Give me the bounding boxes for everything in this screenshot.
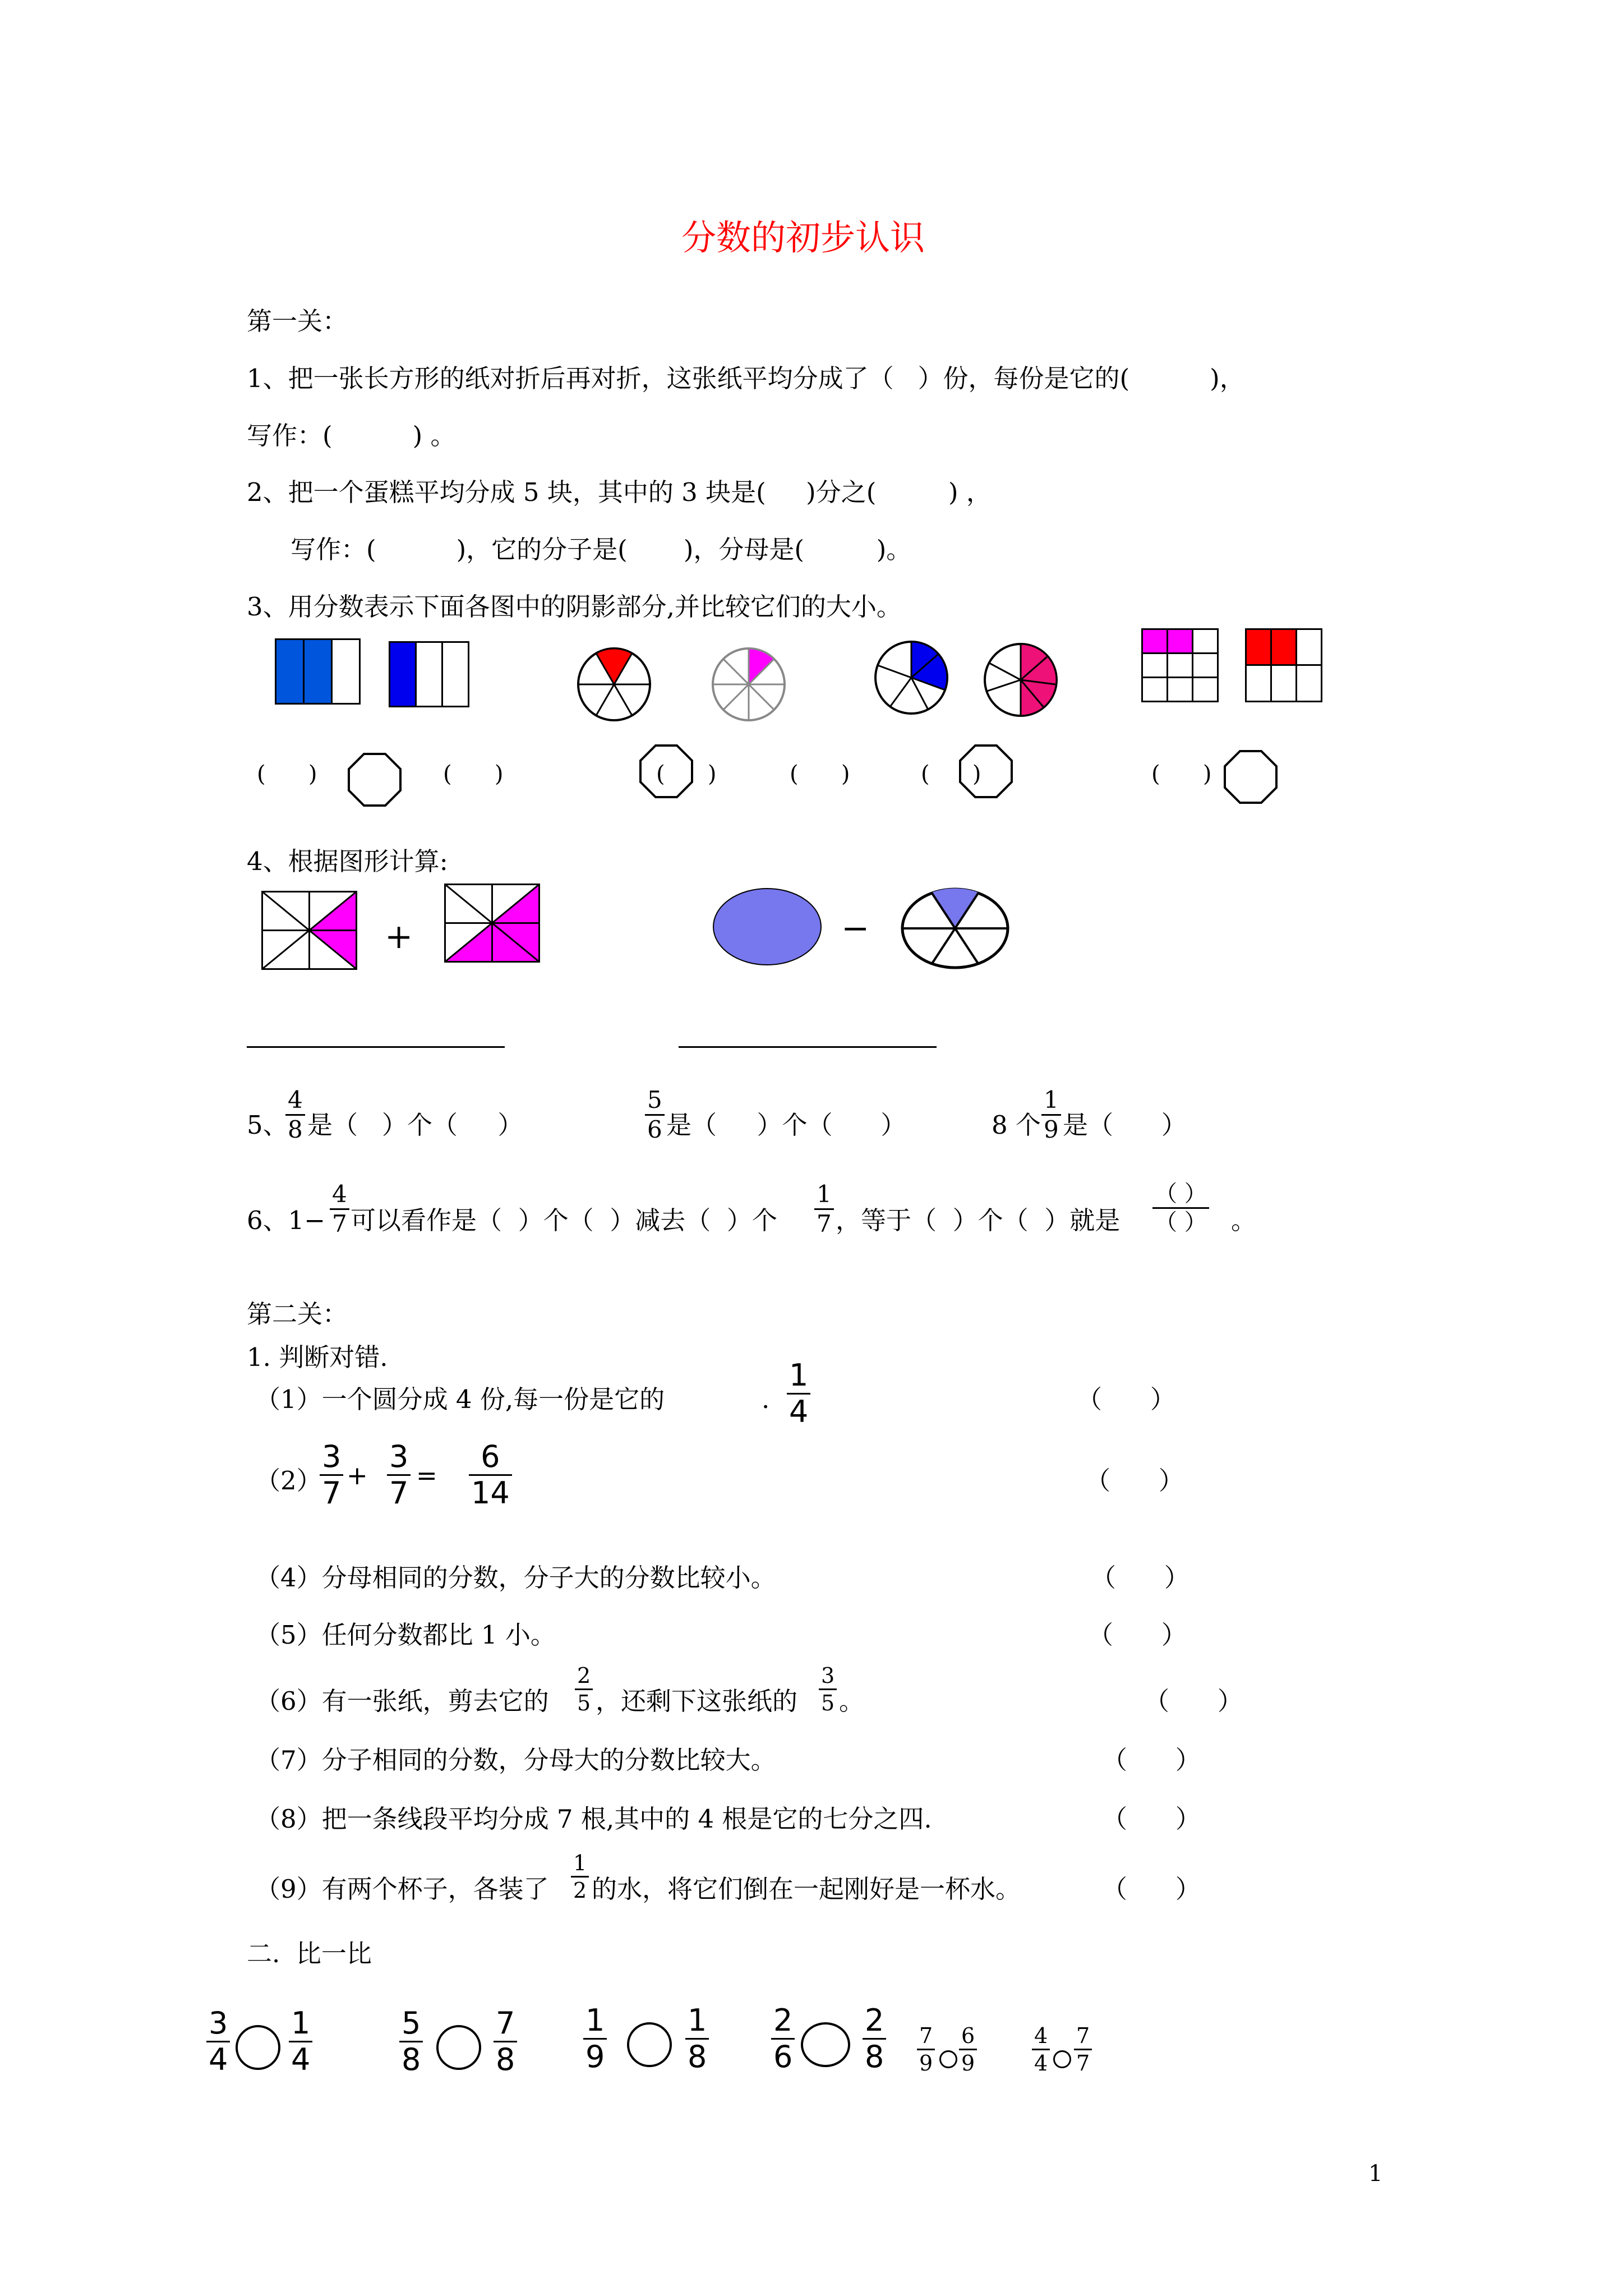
q6-fraction-1 bbox=[330, 1182, 349, 1236]
compare-right-fraction bbox=[494, 2005, 517, 2077]
judge-item-9-fraction bbox=[571, 1852, 589, 1901]
compare-left-fraction bbox=[1032, 2025, 1050, 2074]
q2-line1: 2、把一个蛋糕平均分成 5 块，其中的 3 块是( )分之( ) ， bbox=[247, 477, 992, 507]
denominator: 4 bbox=[789, 1394, 809, 1429]
numerator: 3 bbox=[389, 1439, 409, 1474]
denominator: 7 bbox=[389, 1475, 409, 1511]
denominator: 8 bbox=[402, 2042, 421, 2077]
compare-left-fraction bbox=[917, 2025, 935, 2074]
q6-answer-fraction[interactable] bbox=[1152, 1182, 1209, 1234]
numerator: 1 bbox=[291, 2005, 311, 2041]
numerator: 4 bbox=[1034, 2023, 1048, 2048]
denominator: 2 bbox=[573, 1878, 587, 1903]
q5-part3-prefix: 8 个 bbox=[992, 1110, 1041, 1140]
page-number: 1 bbox=[1368, 2161, 1383, 2187]
q3-answer-paren: ( ) bbox=[921, 761, 981, 787]
q3-figure-circle-4 bbox=[981, 641, 1060, 719]
q3-figure-circle-1 bbox=[575, 645, 653, 724]
compare-octagon[interactable] bbox=[958, 743, 1014, 799]
numerator: 7 bbox=[1076, 2023, 1090, 2048]
compare-circle[interactable] bbox=[1053, 2050, 1071, 2068]
judge-item-2-fraction-a bbox=[320, 1439, 343, 1511]
judge-item-4: （4）分母相同的分数，分子大的分数比较小。 bbox=[255, 1563, 776, 1593]
denominator: 4 bbox=[209, 2042, 228, 2077]
numerator: 2 bbox=[577, 1663, 591, 1688]
q4-figure-oval bbox=[899, 886, 1011, 970]
q6-text-2: ，等于（ ）个（ ）就是 bbox=[836, 1205, 1121, 1235]
numerator: 3 bbox=[821, 1663, 835, 1688]
numerator: 1 bbox=[573, 1851, 587, 1875]
q3-answer-paren: ( ) bbox=[443, 761, 504, 787]
denominator: 14 bbox=[471, 1475, 510, 1511]
numerator: 4 bbox=[332, 1180, 347, 1208]
numerator: 6 bbox=[961, 2023, 975, 2048]
compare-left-fraction bbox=[771, 2005, 795, 2072]
judge-item-2-fraction-c bbox=[469, 1439, 512, 1511]
level2-heading: 第二关： bbox=[247, 1299, 348, 1329]
denominator: 5 bbox=[577, 1691, 591, 1715]
q4-minus-sign: − bbox=[841, 909, 870, 948]
denominator: 8 bbox=[288, 1116, 303, 1143]
denominator: 8 bbox=[865, 2039, 884, 2074]
q3-figure-circle-3 bbox=[872, 638, 951, 717]
judge-item-9-mark[interactable]: （ ） bbox=[1102, 1874, 1201, 1904]
q6-fraction-2 bbox=[814, 1182, 834, 1236]
compare-heading: 二. 比一比 bbox=[247, 1939, 372, 1968]
numerator: 7 bbox=[919, 2023, 933, 2048]
judge-item-2: （2） bbox=[255, 1466, 322, 1496]
denominator: 7 bbox=[322, 1475, 342, 1511]
judge-item-8: （8）把一条线段平均分成 7 根,其中的 4 根是它的七分之四. bbox=[255, 1804, 932, 1834]
compare-circle[interactable] bbox=[236, 2025, 280, 2070]
compare-right-fraction bbox=[685, 2005, 709, 2072]
judge-item-5: （5）任何分数都比 1 小。 bbox=[255, 1620, 556, 1650]
compare-octagon[interactable] bbox=[638, 743, 694, 799]
judge-item-6-end: 。 bbox=[839, 1686, 865, 1716]
denominator: 6 bbox=[773, 2039, 793, 2074]
q3-answer-paren: ( ) bbox=[257, 761, 317, 787]
answer-line-1[interactable] bbox=[247, 1046, 505, 1048]
answer-line-2[interactable] bbox=[679, 1046, 937, 1048]
judge-item-6-mark[interactable]: （ ） bbox=[1144, 1686, 1243, 1716]
judge-item-2-equals: = bbox=[416, 1461, 437, 1490]
denominator: 7 bbox=[817, 1210, 832, 1237]
denominator: 4 bbox=[1034, 2051, 1048, 2076]
judge-item-7-mark[interactable]: （ ） bbox=[1102, 1745, 1201, 1775]
q6-text-1: 可以看作是（ ）个（ ）减去（ ）个 bbox=[351, 1205, 777, 1235]
q3-figure-grid-1 bbox=[1141, 628, 1223, 704]
numerator: 1 bbox=[585, 2003, 605, 2038]
numerator: 2 bbox=[773, 2003, 793, 2038]
page-title: 分数的初步认识 bbox=[681, 217, 925, 258]
q6-prefix: 6、1− bbox=[247, 1205, 325, 1235]
denominator: 5 bbox=[821, 1691, 835, 1715]
numerator-blank[interactable]: （ ） bbox=[1155, 1181, 1207, 1207]
q5-part1-text: 是（ ）个（ ） bbox=[307, 1110, 523, 1140]
denominator-blank[interactable]: （ ） bbox=[1155, 1209, 1207, 1235]
judge-item-2-plus: + bbox=[347, 1461, 368, 1490]
judge-item-4-mark[interactable]: （ ） bbox=[1091, 1563, 1189, 1593]
q3-answer-paren: ( ) bbox=[790, 761, 850, 787]
judge-item-1-fraction bbox=[787, 1360, 810, 1427]
q3-figure-grid-2 bbox=[1245, 628, 1326, 704]
compare-octagon[interactable] bbox=[1223, 749, 1279, 805]
judge-item-1-dot: . bbox=[762, 1384, 770, 1414]
q1-line2: 写作：( ) 。 bbox=[247, 421, 456, 450]
judge-item-7: （7）分子相同的分数，分母大的分数比较大。 bbox=[255, 1745, 776, 1775]
denominator: 9 bbox=[585, 2039, 605, 2074]
compare-right-fraction bbox=[1074, 2025, 1092, 2074]
compare-left-fraction bbox=[206, 2005, 230, 2077]
q5-prefix: 5、 bbox=[247, 1110, 288, 1140]
judge-item-1: （1）一个圆分成 4 份,每一份是它的 bbox=[255, 1384, 665, 1414]
numerator: 6 bbox=[481, 1439, 500, 1474]
numerator: 2 bbox=[865, 2003, 884, 2038]
denominator: 8 bbox=[496, 2042, 515, 2077]
denominator: 8 bbox=[688, 2039, 707, 2074]
compare-left-fraction bbox=[399, 2005, 423, 2077]
judge-item-6: （6）有一张纸，剪去它的 bbox=[255, 1686, 549, 1716]
level1-heading: 第一关： bbox=[247, 306, 348, 336]
compare-right-fraction bbox=[863, 2005, 886, 2072]
denominator: 9 bbox=[1044, 1116, 1059, 1143]
numerator: 7 bbox=[496, 2005, 515, 2041]
q4-figure-rect-1 bbox=[261, 891, 362, 972]
q3-figure-rect-2 bbox=[389, 641, 470, 708]
judge-item-8-mark[interactable]: （ ） bbox=[1102, 1804, 1201, 1834]
compare-circle[interactable] bbox=[801, 2022, 850, 2067]
numerator: 5 bbox=[402, 2005, 421, 2041]
numerator: 4 bbox=[288, 1086, 303, 1114]
compare-circle[interactable] bbox=[939, 2050, 957, 2068]
q4-text: 4、根据图形计算: bbox=[247, 846, 448, 876]
q3-figure-circle-2 bbox=[709, 645, 788, 724]
denominator: 7 bbox=[1076, 2051, 1090, 2076]
q5-fraction-2 bbox=[645, 1088, 665, 1142]
q2-line2: 写作：( )，它的分子是( )，分母是( )。 bbox=[291, 535, 912, 564]
judge-item-6-fraction-2 bbox=[819, 1665, 837, 1714]
judge-item-5-mark[interactable]: （ ） bbox=[1088, 1620, 1187, 1650]
denominator: 9 bbox=[919, 2051, 933, 2076]
judge-item-2-fraction-b bbox=[387, 1439, 411, 1511]
denominator: 6 bbox=[647, 1116, 662, 1143]
compare-octagon[interactable] bbox=[347, 752, 403, 808]
numerator: 1 bbox=[688, 2003, 707, 2038]
q4-figure-rect-2 bbox=[444, 884, 545, 965]
q3-answer-paren: ( ) bbox=[1151, 761, 1212, 787]
q5-part3-text: 是（ ） bbox=[1063, 1110, 1187, 1140]
q3-text: 3、用分数表示下面各图中的阴影部分,并比较它们的大小。 bbox=[247, 592, 902, 622]
compare-circle[interactable] bbox=[627, 2022, 672, 2067]
q5-part2-text: 是（ ）个（ ） bbox=[666, 1110, 906, 1140]
q4-figure-ellipse bbox=[711, 886, 823, 968]
judge-heading: 1. 判断对错. bbox=[247, 1342, 388, 1372]
q4-plus-sign: + bbox=[385, 917, 413, 956]
judge-item-1-mark[interactable]: （ ） bbox=[1077, 1384, 1175, 1414]
numerator: 1 bbox=[817, 1180, 832, 1208]
q3-answer-paren: ( ) bbox=[656, 761, 717, 787]
judge-item-6-mid: ，还剩下这张纸的 bbox=[596, 1686, 798, 1716]
compare-left-fraction bbox=[583, 2005, 607, 2072]
numerator: 1 bbox=[789, 1358, 809, 1393]
q1-line1: 1、把一张长方形的纸对折后再对折，这张纸平均分成了（ ）份，每份是它的( )， bbox=[247, 364, 1245, 393]
numerator: 3 bbox=[322, 1439, 342, 1474]
denominator: 7 bbox=[332, 1210, 347, 1237]
judge-item-9: （9）有两个杯子，各装了 bbox=[255, 1874, 549, 1904]
q3-figure-rect-1 bbox=[275, 638, 362, 706]
q5-fraction-3 bbox=[1041, 1088, 1061, 1142]
judge-item-2-mark[interactable]: （ ） bbox=[1085, 1466, 1184, 1496]
denominator: 9 bbox=[961, 2051, 975, 2076]
numerator: 3 bbox=[209, 2005, 228, 2041]
q5-fraction-1 bbox=[285, 1088, 305, 1142]
judge-item-9-mid: 的水，将它们倒在一起刚好是一杯水。 bbox=[592, 1874, 1021, 1904]
denominator: 4 bbox=[291, 2042, 311, 2077]
compare-circle[interactable] bbox=[436, 2025, 481, 2070]
numerator: 1 bbox=[1044, 1086, 1059, 1114]
compare-right-fraction bbox=[959, 2025, 977, 2074]
judge-item-6-fraction-1 bbox=[575, 1665, 593, 1714]
compare-right-fraction bbox=[289, 2005, 312, 2077]
q6-end: 。 bbox=[1231, 1205, 1257, 1235]
numerator: 5 bbox=[647, 1086, 662, 1114]
